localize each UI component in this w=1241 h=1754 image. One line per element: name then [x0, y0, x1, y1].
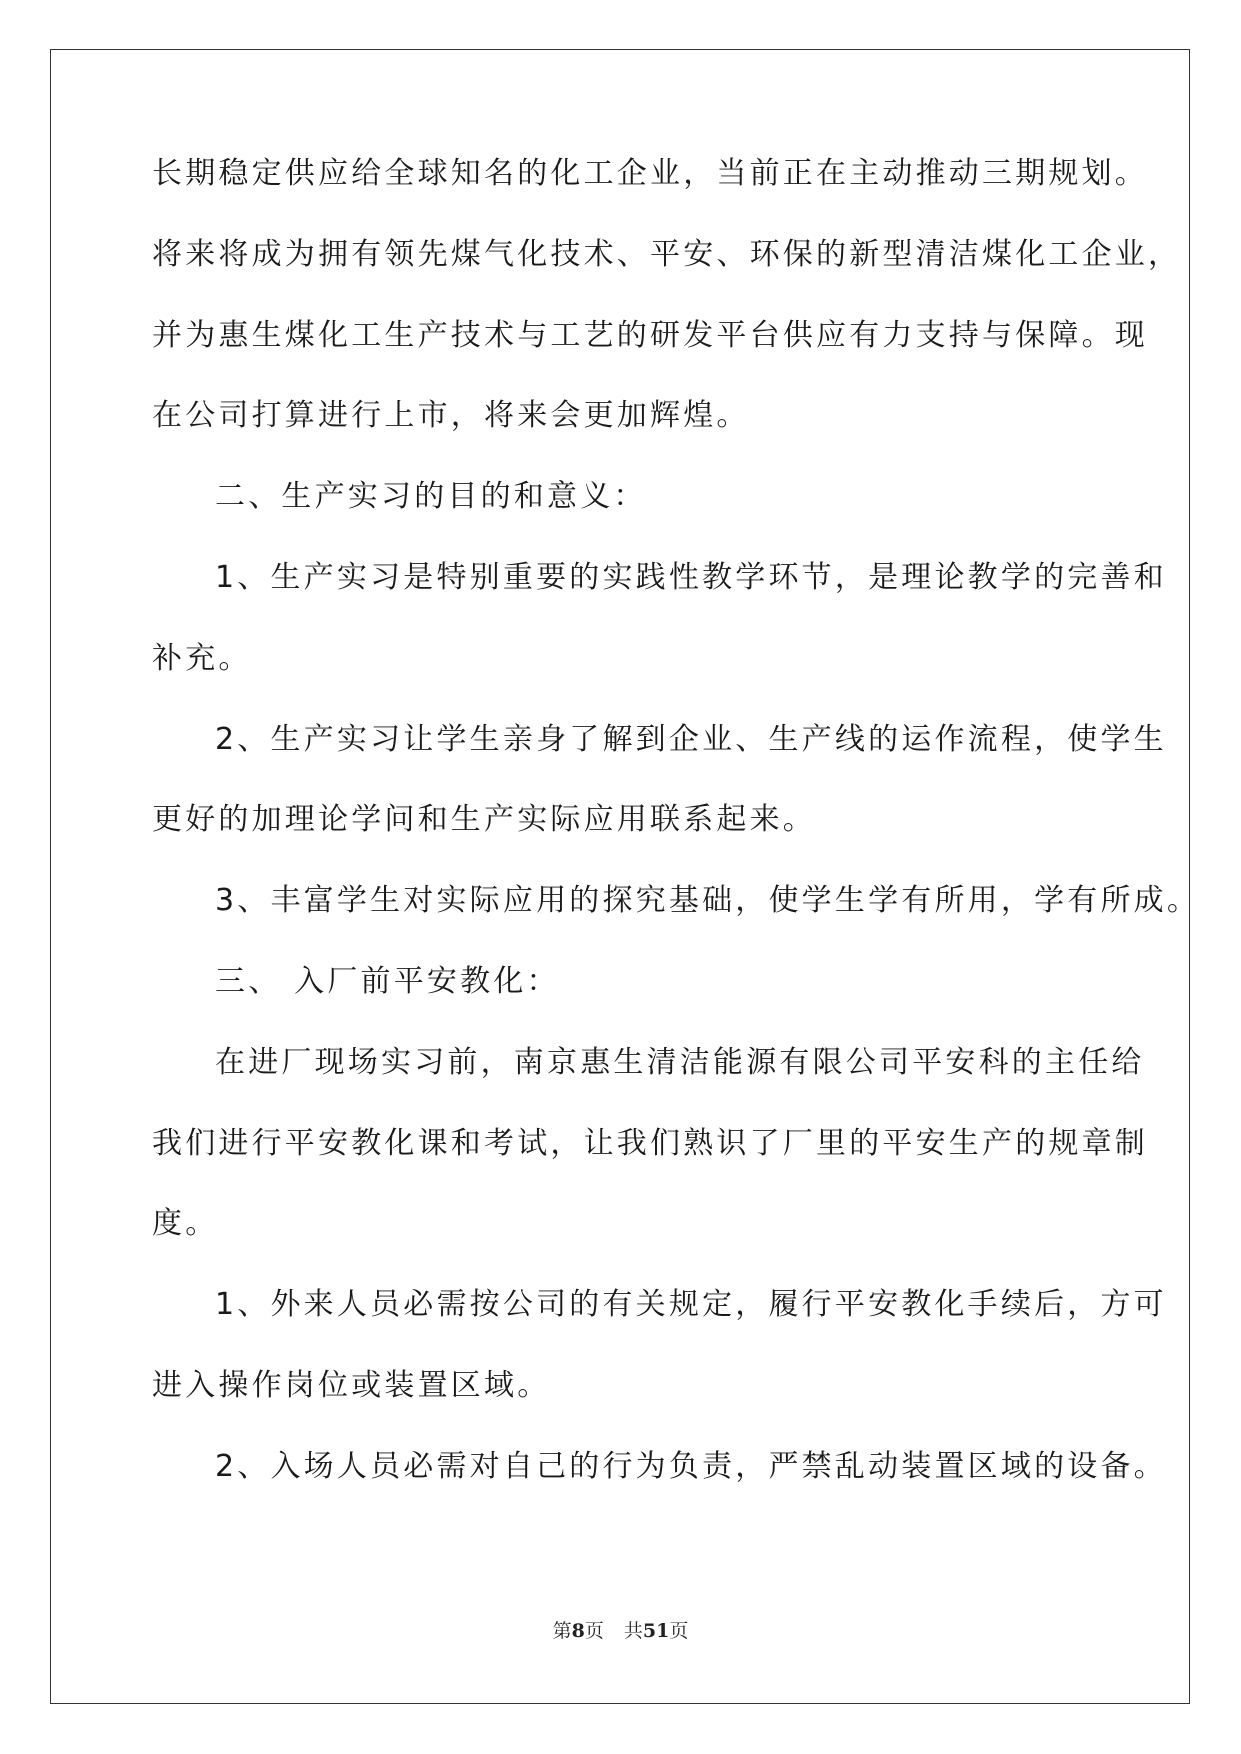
text-line: 在进厂现场实习前，南京惠生清洁能源有限公司平安科的主任给	[215, 1045, 1145, 1080]
text-line: 我们进行平安教化课和考试，让我们熟识了厂里的平安生产的规章制	[152, 1126, 1148, 1161]
text-line: 2、生产实习让学生亲身了解到企业、生产线的运作流程，使学生	[215, 722, 1167, 757]
footer-page-number: 8	[571, 1620, 585, 1642]
text-line: 度。	[152, 1206, 219, 1241]
footer-page-suffix: 页	[584, 1620, 604, 1642]
text-line: 将来将成为拥有领先煤气化技术、平安、环保的新型清洁煤化工企业，	[152, 237, 1182, 272]
page-footer	[0, 1619, 1241, 1643]
text-line: 更好的加理论学问和生产实际应用联系起来。	[152, 802, 816, 837]
text-line: 3、丰富学生对实际应用的探究基础，使学生学有所用，学有所成。	[215, 883, 1201, 918]
footer-total-suffix: 页	[669, 1620, 689, 1642]
text-line: 2、入场人员必需对自己的行为负责，严禁乱动装置区域的设备。	[215, 1449, 1167, 1484]
text-line: 并为惠生煤化工生产技术与工艺的研发平台供应有力支持与保障。现	[152, 318, 1148, 353]
text-line: 补充。	[152, 641, 252, 676]
section-heading: 三、 入厂前平安教化：	[215, 964, 560, 999]
footer-prefix: 第	[552, 1620, 572, 1642]
section-heading: 二、生产实习的目的和意义：	[215, 479, 647, 514]
text-line: 1、生产实习是特别重要的实践性教学环节，是理论教学的完善和	[215, 560, 1167, 595]
text-line: 进入操作岗位或装置区域。	[152, 1368, 551, 1403]
text-line: 1、外来人员必需按公司的有关规定，履行平安教化手续后，方可	[215, 1287, 1167, 1322]
text-line: 长期稳定供应给全球知名的化工企业，当前正在主动推动三期规划。	[152, 156, 1148, 191]
footer-total-pages: 51	[642, 1620, 670, 1642]
text-line: 在公司打算进行上市，将来会更加辉煌。	[152, 398, 750, 433]
footer-total-prefix: 共	[623, 1620, 643, 1642]
